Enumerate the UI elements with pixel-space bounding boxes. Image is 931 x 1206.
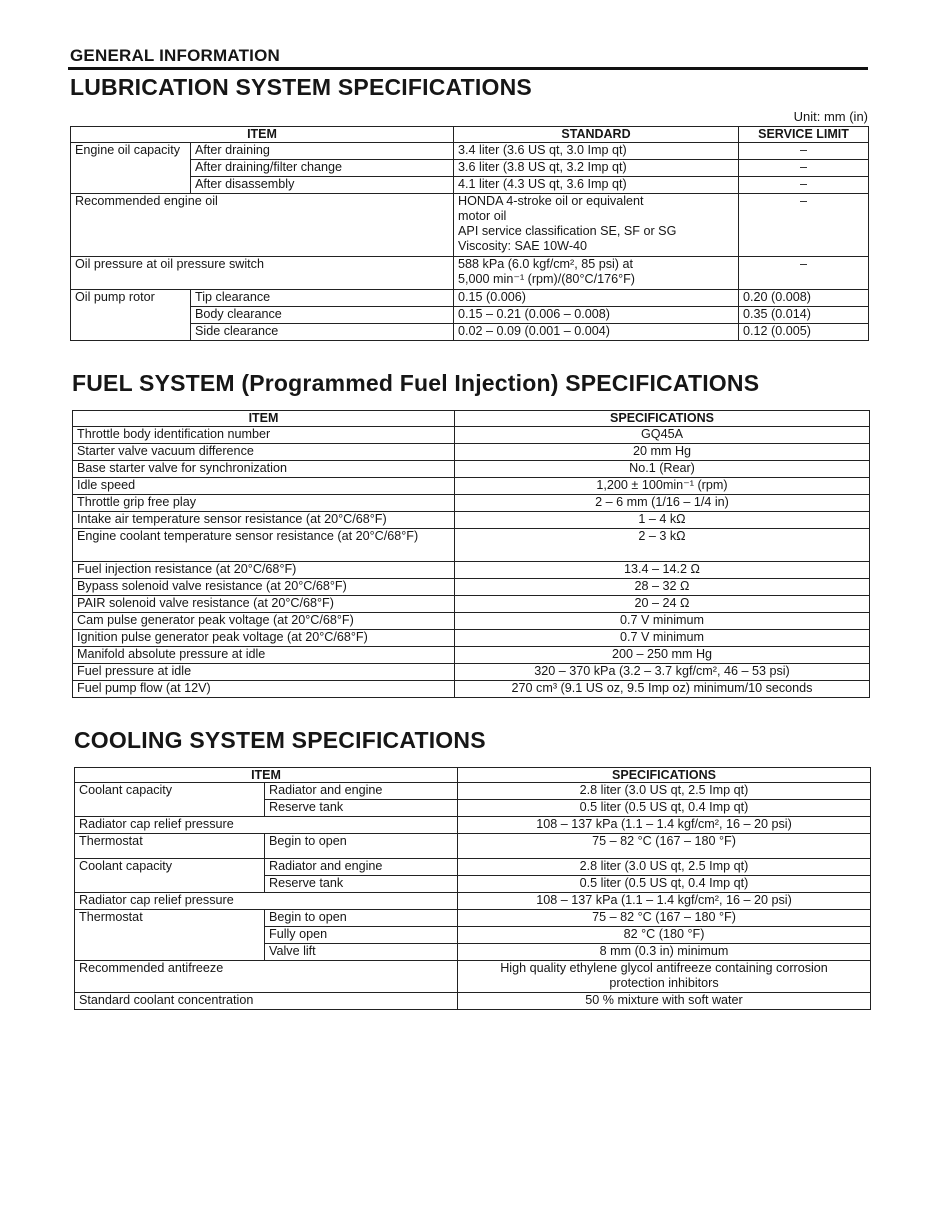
header-specifications: SPECIFICATIONS — [455, 411, 870, 427]
text-line: HONDA 4-stroke oil or equivalent — [458, 194, 644, 208]
unit-note: Unit: mm (in) — [793, 109, 868, 124]
row-spec: 50 % mixture with soft water — [458, 993, 871, 1010]
coolant-capacity-label: Coolant capacity — [75, 783, 265, 817]
antifreeze-spec — [458, 961, 871, 993]
table-row — [71, 160, 869, 177]
fuel-item-spec: No.1 (Rear) — [455, 461, 870, 478]
row-spec: 75 – 82 °C (167 – 180 °F) — [458, 910, 871, 927]
fuel-item-label: Fuel pump flow (at 12V) — [73, 681, 455, 698]
row-spec: 2.8 liter (3.0 US qt, 2.5 Imp qt) — [458, 783, 871, 800]
row-limit: 0.20 (0.008) — [739, 290, 869, 307]
fuel-item-spec: 2 – 6 mm (1/16 – 1/4 in) — [455, 495, 870, 512]
row-limit: – — [739, 143, 869, 160]
row-standard: 0.02 – 0.09 (0.001 – 0.004) — [454, 324, 739, 341]
fuel-item-label: Fuel pressure at idle — [73, 664, 455, 681]
row-sub-label: Valve lift — [265, 944, 458, 961]
recommended-oil-label: Recommended engine oil — [71, 194, 454, 257]
header-service-limit: SERVICE LIMIT — [739, 127, 869, 143]
fuel-item-spec: 0.7 V minimum — [455, 630, 870, 647]
header-item: ITEM — [75, 768, 458, 783]
row-standard: 3.4 liter (3.6 US qt, 3.0 Imp qt) — [454, 143, 739, 160]
header-item: ITEM — [71, 127, 454, 143]
table-header-row — [75, 768, 871, 783]
row-spec: 108 – 137 kPa (1.1 – 1.4 kgf/cm², 16 – 20 psi) — [458, 817, 871, 834]
row-sub-label: Radiator and engine — [265, 859, 458, 876]
fuel-item-spec: 1,200 ± 100min⁻¹ (rpm) — [455, 478, 870, 495]
table-row — [71, 194, 869, 257]
row-standard: 0.15 – 0.21 (0.006 – 0.008) — [454, 307, 739, 324]
row-sub-label: Tip clearance — [191, 290, 454, 307]
table-row — [73, 647, 870, 664]
table-row — [73, 681, 870, 698]
table-row — [75, 893, 871, 910]
lubrication-table — [70, 126, 869, 341]
row-sub-label: After draining/filter change — [191, 160, 454, 177]
concentration-label: Standard coolant concentration — [75, 993, 458, 1010]
row-spec: 8 mm (0.3 in) minimum — [458, 944, 871, 961]
table-row — [75, 783, 871, 800]
row-spec: 108 – 137 kPa (1.1 – 1.4 kgf/cm², 16 – 20 psi) — [458, 893, 871, 910]
fuel-item-spec: 20 – 24 Ω — [455, 596, 870, 613]
table-row — [71, 257, 869, 290]
row-sub-label: Fully open — [265, 927, 458, 944]
row-limit: – — [739, 177, 869, 194]
fuel-item-label: Engine coolant temperature sensor resistance (at 20°C/68°F) — [73, 529, 455, 562]
text-line: High quality ethylene glycol antifreeze containing corrosion — [500, 961, 828, 975]
fuel-item-spec: GQ45A — [455, 427, 870, 444]
table-row — [75, 910, 871, 927]
oil-pressure-label: Oil pressure at oil pressure switch — [71, 257, 454, 290]
row-spec: 82 °C (180 °F) — [458, 927, 871, 944]
coolant-capacity-label: Coolant capacity — [75, 859, 265, 893]
table-row — [71, 307, 869, 324]
row-sub-label: Radiator and engine — [265, 783, 458, 800]
row-sub-label: Side clearance — [191, 324, 454, 341]
text-line: protection inhibitors — [609, 976, 719, 990]
text-line: API service classification SE, SF or SG — [458, 224, 677, 238]
table-row — [75, 859, 871, 876]
text-line: motor oil — [458, 209, 507, 223]
row-sub-label: Reserve tank — [265, 876, 458, 893]
fuel-item-label: Fuel injection resistance (at 20°C/68°F) — [73, 562, 455, 579]
row-limit: 0.12 (0.005) — [739, 324, 869, 341]
header-item: ITEM — [73, 411, 455, 427]
table-row — [71, 290, 869, 307]
cooling-table — [74, 767, 871, 1010]
fuel-item-spec: 1 – 4 kΩ — [455, 512, 870, 529]
lubrication-title: LUBRICATION SYSTEM SPECIFICATIONS — [70, 74, 532, 100]
row-sub-label: Begin to open — [265, 910, 458, 927]
table-row — [73, 562, 870, 579]
row-limit: – — [739, 257, 869, 290]
table-header-row — [73, 411, 870, 427]
antifreeze-label: Recommended antifreeze — [75, 961, 458, 993]
row-spec: 75 – 82 °C (167 – 180 °F) — [458, 834, 871, 859]
table-row — [71, 177, 869, 194]
table-row — [73, 444, 870, 461]
table-row — [73, 478, 870, 495]
oil-pressure-standard — [454, 257, 739, 290]
fuel-item-label: Base starter valve for synchronization — [73, 461, 455, 478]
row-limit: – — [739, 160, 869, 177]
table-row — [75, 834, 871, 859]
fuel-item-label: Intake air temperature sensor resistance (at 20°C/68°F) — [73, 512, 455, 529]
fuel-item-label: Throttle body identification number — [73, 427, 455, 444]
table-row — [73, 596, 870, 613]
fuel-item-spec: 2 – 3 kΩ — [455, 529, 870, 562]
fuel-item-spec: 20 mm Hg — [455, 444, 870, 461]
row-spec: 0.5 liter (0.5 US qt, 0.4 Imp qt) — [458, 876, 871, 893]
fuel-item-label: Cam pulse generator peak voltage (at 20°C/68°F) — [73, 613, 455, 630]
cap-relief-label: Radiator cap relief pressure — [75, 817, 458, 834]
cap-relief-label: Radiator cap relief pressure — [75, 893, 458, 910]
row-spec: 2.8 liter (3.0 US qt, 2.5 Imp qt) — [458, 859, 871, 876]
table-row — [73, 461, 870, 478]
fuel-item-spec: 0.7 V minimum — [455, 613, 870, 630]
row-sub-label: After draining — [191, 143, 454, 160]
header-rule — [68, 67, 868, 70]
table-row — [73, 630, 870, 647]
fuel-item-label: PAIR solenoid valve resistance (at 20°C/68°F) — [73, 596, 455, 613]
text-line: Viscosity: SAE 10W-40 — [458, 239, 588, 253]
fuel-item-label: Ignition pulse generator peak voltage (at 20°C/68°F) — [73, 630, 455, 647]
text-line: 5,000 min⁻¹ (rpm)/(80°C/176°F) — [458, 272, 636, 286]
cooling-title: COOLING SYSTEM SPECIFICATIONS — [74, 727, 486, 753]
fuel-table — [72, 410, 870, 698]
table-row — [75, 961, 871, 993]
oil-capacity-label: Engine oil capacity — [71, 143, 191, 194]
row-standard: 0.15 (0.006) — [454, 290, 739, 307]
fuel-item-spec: 200 – 250 mm Hg — [455, 647, 870, 664]
header-specifications: SPECIFICATIONS — [458, 768, 871, 783]
table-row — [71, 324, 869, 341]
fuel-item-label: Idle speed — [73, 478, 455, 495]
row-sub-label: After disassembly — [191, 177, 454, 194]
fuel-title: FUEL SYSTEM (Programmed Fuel Injection) SPECIFICATIONS — [72, 370, 760, 396]
table-row — [73, 579, 870, 596]
table-row — [73, 529, 870, 562]
recommended-oil-standard — [454, 194, 739, 257]
table-row — [75, 993, 871, 1010]
table-row — [71, 143, 869, 160]
table-row — [73, 613, 870, 630]
row-spec: 0.5 liter (0.5 US qt, 0.4 Imp qt) — [458, 800, 871, 817]
row-standard: 4.1 liter (4.3 US qt, 3.6 Imp qt) — [454, 177, 739, 194]
fuel-item-label: Bypass solenoid valve resistance (at 20°C/68°F) — [73, 579, 455, 596]
fuel-item-spec: 320 – 370 kPa (3.2 – 3.7 kgf/cm², 46 – 53 psi) — [455, 664, 870, 681]
thermostat-label: Thermostat — [75, 910, 265, 961]
row-sub-label: Reserve tank — [265, 800, 458, 817]
fuel-item-spec: 13.4 – 14.2 Ω — [455, 562, 870, 579]
fuel-item-label: Manifold absolute pressure at idle — [73, 647, 455, 664]
table-row — [75, 817, 871, 834]
fuel-item-label: Starter valve vacuum difference — [73, 444, 455, 461]
table-header-row — [71, 127, 869, 143]
fuel-item-spec: 270 cm³ (9.1 US oz, 9.5 Imp oz) minimum/10 seconds — [455, 681, 870, 698]
fuel-rows — [73, 427, 870, 698]
row-sub-label: Begin to open — [265, 834, 458, 859]
page-header: GENERAL INFORMATION — [70, 46, 280, 65]
text-line: 588 kPa (6.0 kgf/cm², 85 psi) at — [458, 257, 634, 271]
row-limit: – — [739, 194, 869, 257]
row-standard: 3.6 liter (3.8 US qt, 3.2 Imp qt) — [454, 160, 739, 177]
fuel-item-label: Throttle grip free play — [73, 495, 455, 512]
row-sub-label: Body clearance — [191, 307, 454, 324]
header-standard: STANDARD — [454, 127, 739, 143]
row-limit: 0.35 (0.014) — [739, 307, 869, 324]
pump-rotor-label: Oil pump rotor — [71, 290, 191, 341]
table-row — [73, 427, 870, 444]
table-row — [73, 512, 870, 529]
table-row — [73, 495, 870, 512]
thermostat-label: Thermostat — [75, 834, 265, 859]
table-row — [73, 664, 870, 681]
fuel-item-spec: 28 – 32 Ω — [455, 579, 870, 596]
